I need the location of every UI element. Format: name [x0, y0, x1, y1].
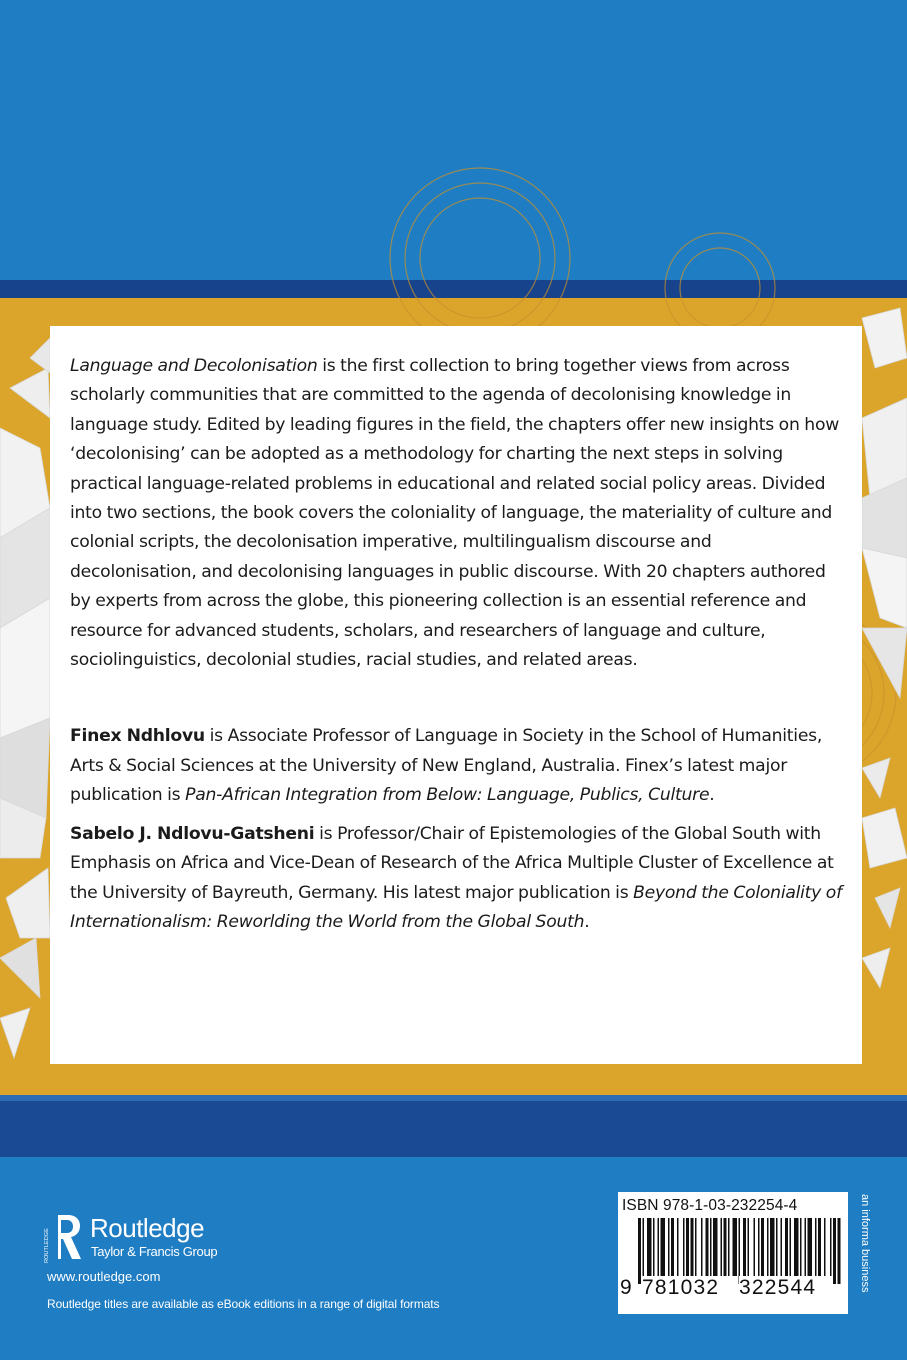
barcode-bar	[710, 1218, 712, 1276]
author-bio-end-2: .	[584, 911, 590, 932]
barcode-bar	[691, 1218, 694, 1276]
barcode-bar	[701, 1218, 703, 1276]
author-bio-end-1: .	[709, 785, 715, 806]
description-card	[50, 326, 862, 1064]
barcode-bar	[739, 1218, 741, 1284]
author-bio-1	[70, 722, 842, 810]
publisher-website[interactable]: www.routledge.com	[47, 1269, 161, 1284]
barcode-bar	[761, 1218, 764, 1276]
barcode-bar	[833, 1218, 836, 1284]
isbn-label: ISBN 978-1-03-232254-4	[622, 1197, 798, 1214]
barcode-bar	[647, 1218, 652, 1276]
ebook-note: Routledge titles are available as eBook editions in a range of digital formats	[47, 1297, 440, 1311]
barcode-bar	[671, 1218, 674, 1276]
barcode-bar	[728, 1218, 730, 1276]
author-bio-2	[70, 820, 842, 938]
barcode-bar	[724, 1218, 727, 1276]
barcode-bar	[770, 1218, 775, 1276]
barcode-bar	[781, 1218, 783, 1276]
author-name-1: Finex Ndhlovu	[70, 726, 205, 747]
barcode-bar	[683, 1218, 685, 1276]
author-bio-text-1: is Associate Professor of Language in Society in the School of Humanities, Arts & Social Sciences at the University of New England, Australia. Finex’s latest major publication is	[70, 726, 823, 806]
barcode-bar	[643, 1218, 645, 1276]
barcode-bar	[695, 1218, 697, 1276]
barcode-bar	[668, 1218, 670, 1276]
author-name-2: Sabelo J. Ndlovu-Gatsheni	[70, 823, 315, 844]
top-blue-panel	[0, 0, 907, 280]
routledge-logo	[44, 1211, 264, 1267]
barcode-bar	[754, 1218, 756, 1276]
barcode-bar	[838, 1218, 841, 1284]
barcode-bar	[815, 1218, 817, 1276]
barcode-bar	[733, 1218, 738, 1276]
navy-stripe-top	[0, 280, 907, 298]
publisher-group: Taylor & Francis Group	[91, 1244, 218, 1259]
author-publication-2: Beyond the Coloniality of Internationalism: Reworlding the World from the Global South	[70, 882, 842, 932]
barcode-bar	[824, 1218, 826, 1276]
description-text: is the first collection to bring together views from across scholarly communities that are committed to the agenda of decolonising knowledge in language study. Edited by leading figures in the field, the chapters offer new insights on how ‘decolonising’ can be adopted as a methodology for charting the next steps in solving practical language-related problems in educational and related social policy areas. Divided into two sections, the book covers the coloniality of language, the materiality of culture and colonial scripts, the decolonisation imperative, multilingualism discourse and decolonisation, and decolonising languages in public discourse. With 20 chapters authored by experts from across the globe, this pioneering collection is an essential reference and resource for advanced students, scholars, and researchers of language and culture, sociolinguistics, decolonial studies, racial studies, and related areas.	[70, 356, 840, 671]
barcode-bar	[794, 1218, 799, 1276]
barcode-bar	[800, 1218, 802, 1276]
author-publication-1: Pan-African Integration from Below: Language, Publics, Culture	[185, 785, 710, 806]
barcode-bar	[653, 1218, 655, 1276]
barcode-bar	[706, 1218, 709, 1276]
barcode-bar	[686, 1218, 689, 1276]
barcode-bar	[713, 1218, 718, 1276]
barcode-bar	[743, 1218, 746, 1276]
informa-text: an informa business	[859, 1194, 871, 1293]
barcode-bar	[661, 1218, 666, 1276]
publisher-name: Routledge	[90, 1213, 205, 1243]
barcode-digits-left: 781032	[642, 1276, 720, 1299]
barcode-bar	[758, 1218, 760, 1276]
informa-side-text	[851, 1192, 871, 1314]
barcode-bar	[830, 1218, 832, 1276]
barcode-bar	[721, 1218, 723, 1276]
navy-stripe-bottom	[0, 1095, 907, 1157]
barcode-bar	[748, 1218, 750, 1276]
author-bio-text-2: is Professor/Chair of Epistemologies of the Global South with Emphasis on Africa and Vice-Dean of Research of the Africa Multiple Cluster of Excellence at the University of Bayreuth, Germany. His latest major publication is	[70, 823, 834, 903]
isbn-barcode	[618, 1192, 848, 1314]
book-title: Language and Decolonisation	[70, 356, 318, 376]
barcode-digits-right: 322544	[739, 1276, 817, 1299]
barcode-bar	[818, 1218, 821, 1276]
barcode-bar	[790, 1218, 792, 1276]
barcode-bar	[808, 1218, 813, 1276]
barcode-bar	[805, 1218, 807, 1276]
barcode-digit-first: 9	[620, 1276, 633, 1299]
barcode-bar	[767, 1218, 769, 1276]
book-description	[70, 352, 842, 675]
routledge-r-icon	[44, 1211, 82, 1265]
barcode-bar	[776, 1218, 778, 1276]
logo-vertical-text: ROUTLEDGE	[44, 1228, 50, 1263]
barcode-bar	[785, 1218, 788, 1276]
barcode-bar	[658, 1218, 660, 1276]
barcode-bar	[638, 1218, 641, 1284]
barcode-bar	[677, 1218, 679, 1276]
